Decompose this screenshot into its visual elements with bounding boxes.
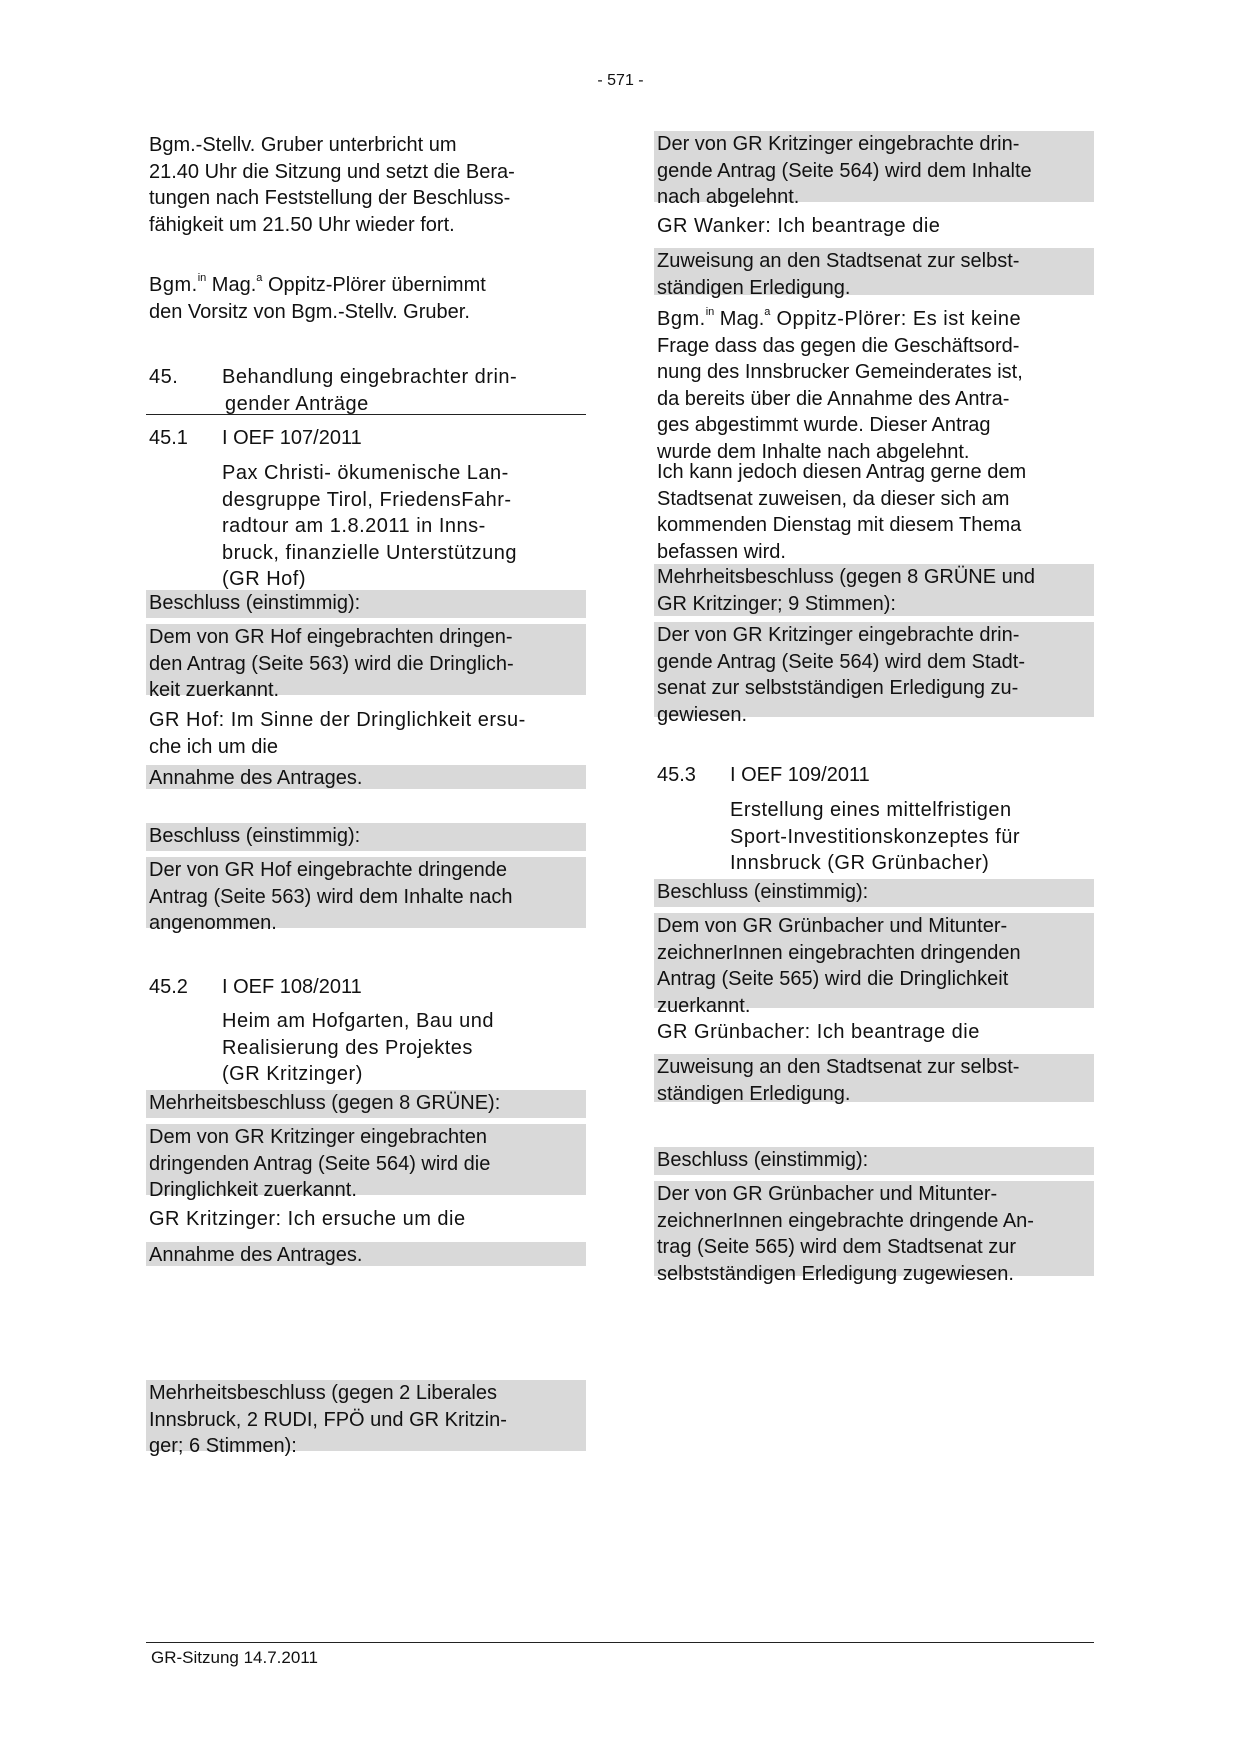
file-reference: I OEF 109/2011 [730, 764, 870, 786]
speech-paragraph: GR Hof: Im Sinne der Dringlichkeit ersu- che ich um die [149, 709, 526, 758]
motion-text: Zuweisung an den Stadtsenat zur selbst- ständigen Erledigung. [654, 1054, 1094, 1102]
file-reference: I OEF 107/2011 [222, 427, 362, 449]
resolution-label: Mehrheitsbeschluss (gegen 2 Liberales Innsbruck, 2 RUDI, FPÖ und GR Kritzin- ger; 6 Stimmen): [146, 1380, 586, 1451]
section-number: 45.2 [149, 976, 188, 998]
speech-paragraph: GR Kritzinger: Ich ersuche um die [149, 1208, 466, 1230]
chair-takeover-paragraph [146, 272, 586, 325]
motion-text: Zuweisung an den Stadtsenat zur selbst- ständigen Erledigung. [654, 248, 1094, 295]
section-number: 45.1 [149, 427, 188, 449]
section-45-3-ref [654, 762, 1094, 789]
section-title-line: 45. Behandlung eingebrachter drin- [149, 364, 583, 391]
section-45-1-title: Pax Christi- ökumenische Lan- desgruppe Tirol, FriedensFahr- radtour am 1.8.2011 in Inns- bruck, finanzielle Unterstützung (GR Hof) [222, 462, 518, 590]
resolution-text: Dem von GR Hof eingebrachten dringen- den Antrag (Seite 563) wird die Dringlich- keit zuerkannt. [146, 624, 586, 695]
text-line: fähigkeit um 21.50 Uhr wieder fort. [149, 213, 455, 236]
mayor-statement-paragraph [654, 306, 1094, 465]
text-line: ges abgestimmt wurde. Dieser Antrag [657, 414, 991, 436]
file-reference: I OEF 108/2011 [222, 976, 362, 998]
session-interruption-paragraph [146, 132, 586, 238]
resolution-text: Der von GR Kritzinger eingebrachte drin- gende Antrag (Seite 564) wird dem Stadt- senat zur selbstständigen Erledigung zu- gewiesen. [654, 622, 1094, 717]
footer-divider [146, 1642, 1094, 1643]
text-line: 21.40 Uhr die Sitzung und setzt die Bera- [149, 160, 515, 183]
speech-paragraph: GR Grünbacher: Ich beantrage die [657, 1021, 980, 1043]
resolution-text: Der von GR Grünbacher und Mitunter- zeichnerInnen eingebrachte dringende An- trag (Seite 565) wird dem Stadtsenat zur selbstständigen Erledigung zugewiesen. [654, 1181, 1094, 1276]
resolution-label: Mehrheitsbeschluss (gegen 8 GRÜNE und GR Kritzinger; 9 Stimmen): [654, 564, 1094, 616]
resolution-text: Dem von GR Grünbacher und Mitunter- zeichnerInnen eingebrachten dringenden Antrag (Seite 565) wird die Dringlichkeit zuerkannt. [654, 913, 1094, 1008]
text-line: Frage dass das gegen die Geschäftsord- [657, 334, 1020, 357]
section-number: 45.3 [657, 764, 696, 786]
text-line: nung des Innsbrucker Gemeinderates ist, [657, 361, 1023, 383]
resolution-label: Mehrheitsbeschluss (gegen 8 GRÜNE): [146, 1090, 586, 1118]
assignment-paragraph: Ich kann jedoch diesen Antrag gerne dem Stadtsenat zuweisen, da dieser sich am kommenden Dienstag mit diesem Thema befassen wird. [657, 461, 1027, 563]
section-45-3-title: Erstellung eines mittelfristigen Sport-Investitionskonzeptes für Innsbruck (GR Grünbacher) [730, 799, 1021, 874]
resolution-text: Der von GR Kritzinger eingebrachte drin- gende Antrag (Seite 564) wird dem Inhalte nach abgelehnt. [654, 131, 1094, 202]
motion-text: Annahme des Antrages. [146, 765, 586, 789]
section-45-heading [146, 364, 586, 415]
section-45-1-ref [146, 425, 586, 452]
resolution-label: Beschluss (einstimmig): [654, 1147, 1094, 1175]
section-45-2-title: Heim am Hofgarten, Bau und Realisierung des Projektes (GR Kritzinger) [222, 1010, 495, 1085]
section-number: 45. [149, 366, 179, 388]
resolution-text: Dem von GR Kritzinger eingebrachten dringenden Antrag (Seite 564) wird die Dringlichkeit zuerkannt. [146, 1124, 586, 1195]
resolution-label: Beschluss (einstimmig): [654, 879, 1094, 907]
speech-paragraph: GR Wanker: Ich beantrage die [657, 215, 941, 237]
text-line: da bereits über die Annahme des Antra- [657, 387, 1010, 410]
resolution-text: Der von GR Hof eingebrachte dringende Antrag (Seite 563) wird dem Inhalte nach angenommen. [146, 857, 586, 928]
resolution-label: Beschluss (einstimmig): [146, 590, 586, 618]
section-45-2-ref [146, 974, 586, 1001]
motion-text: Annahme des Antrages. [146, 1242, 586, 1266]
text-line: den Vorsitz von Bgm.-Stellv. Gruber. [149, 300, 470, 323]
text-line: Bgm.$^{in}$ Mag.$^a$ Oppitz-Plörer: Es ist keine [657, 306, 1022, 330]
text-line: Bgm.$^{in}$ Mag.$^a$ Oppitz-Plörer übernimmt [149, 272, 486, 296]
page-number: - 571 - [597, 72, 644, 89]
text-line: Bgm.-Stellv. Gruber unterbricht um [149, 134, 457, 156]
resolution-label: Beschluss (einstimmig): [146, 823, 586, 851]
footer-session-date: GR-Sitzung 14.7.2011 [151, 1648, 318, 1667]
section-title-line: gender Anträge [225, 392, 369, 415]
text-line: wurde dem Inhalte nach abgelehnt. [657, 440, 970, 463]
text-line: tungen nach Feststellung der Beschluss- [149, 187, 511, 209]
